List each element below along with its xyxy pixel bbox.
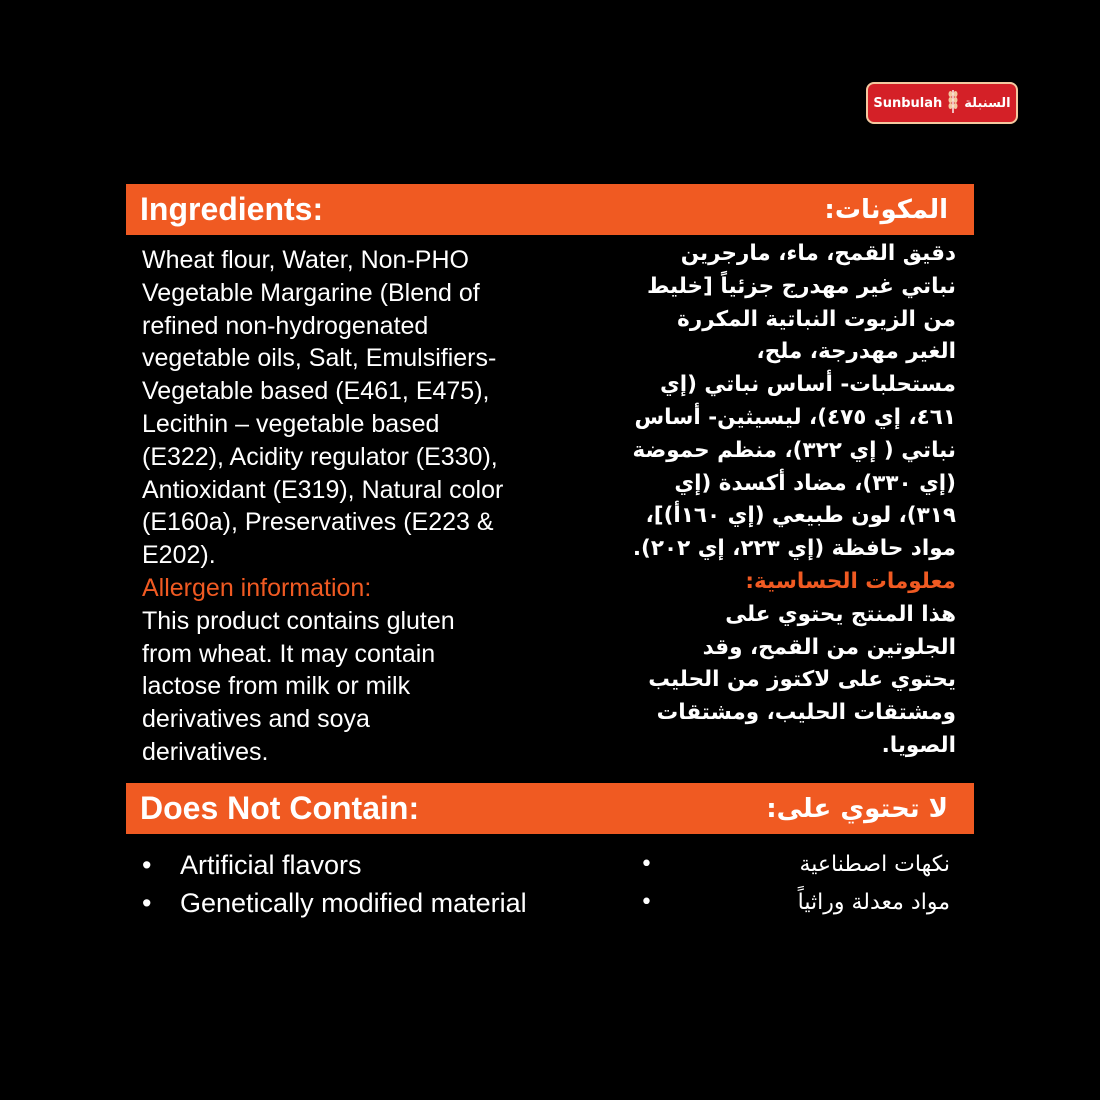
- wheat-icon: [947, 88, 959, 118]
- ingredients-line-en: Wheat flour, Water, Non-PHO: [142, 246, 469, 274]
- does-not-contain-title-en: Does Not Contain:: [140, 790, 420, 826]
- ingredients-line-en: E202).: [142, 541, 216, 570]
- allergen-line-ar: هذا المنتج يحتوي على: [725, 601, 956, 627]
- wheat-icon-svg: [947, 88, 959, 114]
- ingredients-line-en: vegetable oils, Salt, Emulsifiers-: [142, 344, 497, 373]
- ingredients-line-ar: ٣١٩)، لون طبيعي (إي ١٦٠أ)]،: [645, 503, 956, 529]
- ingredients-line-en: Vegetable Margarine (Blend of: [142, 278, 480, 307]
- does-not-contain-title-ar: لا تحتوي على:: [766, 793, 948, 824]
- ingredients-line-en: Antioxidant (E319), Natural color: [142, 475, 504, 504]
- list-item-text: مواد معدلة وراثياً: [797, 890, 950, 915]
- ingredients-line-en: Lecithin – vegetable based: [142, 409, 440, 438]
- arabic-column: [582, 238, 956, 763]
- allergen-line-ar: يحتوي على لاكتوز من الحليب: [648, 667, 956, 693]
- list-item: • Artificial flavors: [142, 846, 622, 884]
- ingredients-line-en: (E160a), Preservatives (E223 &: [142, 508, 494, 537]
- ingredients-title-en: Ingredients:: [140, 191, 324, 227]
- ingredients-title-ar: المكونات:: [824, 194, 948, 225]
- ingredients-header: [126, 184, 974, 235]
- sunbulah-logo: [866, 82, 1018, 124]
- ingredients-line-ar: مستحلبات- أساس نباتي (إي: [660, 372, 956, 398]
- allergen-line-en: from wheat. It may contain: [142, 639, 436, 668]
- english-column: [142, 244, 582, 769]
- allergen-title-en: Allergen information:: [142, 573, 372, 602]
- does-not-contain-header: [126, 783, 974, 834]
- does-not-contain-list-ar: [640, 846, 950, 922]
- ingredients-line-ar: نباتي ( إي ٣٢٢)، منظم حموضة: [632, 437, 956, 463]
- ingredients-line-ar: مواد حافظة (إي ٢٢٣، إي ٢٠٢).: [632, 536, 956, 562]
- allergen-line-en: This product contains gluten: [142, 606, 455, 635]
- allergen-line-ar: ومشتقات الحليب، ومشتقات: [656, 700, 956, 726]
- logo-text-ar: السنبلة: [964, 95, 1011, 111]
- list-item: • Genetically modified material: [142, 884, 622, 922]
- allergen-line-ar: الجلوتين من القمح، وقد: [702, 634, 956, 660]
- allergen-title-ar: معلومات الحساسية:: [745, 568, 956, 594]
- ingredients-line-en: refined non-hydrogenated: [142, 311, 429, 340]
- allergen-line-en: lactose from milk or milk: [142, 672, 411, 701]
- does-not-contain-list-en: [142, 846, 622, 922]
- ingredients-line-ar: (إي ٣٣٠)، مضاد أكسدة (إي: [674, 470, 956, 496]
- allergen-line-ar: الصويا.: [881, 732, 956, 758]
- list-item-text: نكهات اصطناعية: [799, 852, 950, 877]
- ingredients-line-ar: ٤٦١، إي ٤٧٥)، ليسيثين- أساس: [634, 404, 956, 430]
- ingredients-line-ar: نباتي غير مهدرج جزئياً [خليط: [646, 273, 956, 299]
- ingredients-line-ar: الغير مهدرجة، ملح،: [756, 339, 956, 365]
- ingredients-line-en: (E322), Acidity regulator (E330),: [142, 442, 498, 471]
- bullet-icon: •: [640, 890, 653, 915]
- allergen-line-en: derivatives.: [142, 737, 269, 766]
- ingredients-line-ar: دقيق القمح، ماء، مارجرين: [680, 241, 956, 266]
- bullet-icon: •: [640, 852, 653, 877]
- list-item: [640, 884, 950, 922]
- list-item: [640, 846, 950, 884]
- logo-text-en: Sunbulah: [873, 95, 943, 111]
- ingredients-line-ar: من الزيوت النباتية المكررة: [677, 306, 956, 332]
- allergen-line-en: derivatives and soya: [142, 705, 370, 734]
- ingredients-line-en: Vegetable based (E461, E475),: [142, 377, 490, 406]
